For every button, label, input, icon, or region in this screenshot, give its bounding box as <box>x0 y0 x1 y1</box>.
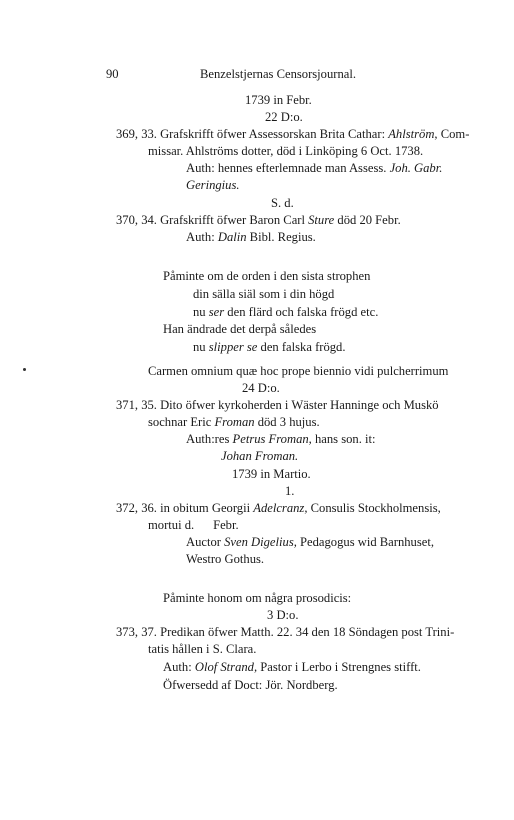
entry-373-line: 373, 37. Predikan öfwer Matth. 22. 34 den 18 Söndagen post Trini- <box>116 625 455 639</box>
running-title: Benzelstjernas Censorsjournal. <box>200 67 356 81</box>
date-heading: 1739 in Febr. <box>245 93 312 107</box>
date-heading: 1739 in Martio. <box>232 467 311 481</box>
entry-370-author: Auth: Dalin Bibl. Regius. <box>186 230 316 244</box>
ink-mark <box>23 368 26 371</box>
date-subheading: S. d. <box>271 196 294 210</box>
entry-372-line: 372, 36. in obitum Georgii Adelcranz, Consulis Stockholmensis, <box>116 501 441 515</box>
entry-369-line: missar. Ahlströms dotter, död i Linköping 6 Oct. 1738. <box>148 144 424 158</box>
remark-line: nu ser den flärd och falska frögd etc. <box>193 305 379 319</box>
remark-line: nu slipper se den falska frögd. <box>193 340 346 354</box>
entry-372-author: Auctor Sven Digelius, Pedagogus wid Barnhuset, <box>186 535 434 549</box>
remark-line: Påminte om de orden i den sista strophen <box>163 269 371 283</box>
remark-line: Han ändrade det derpå således <box>163 322 317 336</box>
date-subheading: 1. <box>285 484 295 498</box>
entry-371-author: Auth:res Petrus Froman, hans son. it: <box>186 432 376 446</box>
entry-369-author: Auth: hennes efterlemnade man Assess. Joh. Gabr. <box>186 161 443 175</box>
entry-372-author: Westro Gothus. <box>186 552 265 566</box>
entry-371-line: sochnar Eric Froman död 3 hujus. <box>148 415 320 429</box>
date-subheading: 22 D:o. <box>265 110 303 124</box>
entry-373-reviewer: Öfwersedd af Doct: Jör. Nordberg. <box>163 678 338 692</box>
entry-370-line: 370, 34. Grafskrifft öfwer Baron Carl Sture död 20 Febr. <box>116 213 401 227</box>
entry-371-author: Johan Froman. <box>221 449 299 463</box>
page-number: 90 <box>106 67 119 81</box>
entry-372-line: mortui d. Febr. <box>148 518 239 532</box>
date-subheading: 24 D:o. <box>242 381 280 395</box>
remark-line: din sälla siäl som i din högd <box>193 287 335 301</box>
entry-369-line: 369, 33. Grafskrifft öfwer Assessorskan Brita Cathar: Ahlström, Com- <box>116 127 470 141</box>
entry-371-line: 371, 35. Dito öfwer kyrkoherden i Wäster Hanninge och Muskö <box>116 398 439 412</box>
entry-373-line: tatis hållen i S. Clara. <box>148 642 257 656</box>
date-subheading: 3 D:o. <box>267 608 299 622</box>
remark-line: Carmen omnium quæ hoc prope biennio vidi pulcherrimum <box>148 364 449 378</box>
entry-373-author: Auth: Olof Strand, Pastor i Lerbo i Strengnes stifft. <box>163 660 421 674</box>
entry-369-author: Geringius. <box>186 178 240 192</box>
remark-line: Påminte honom om några prosodicis: <box>163 591 352 605</box>
